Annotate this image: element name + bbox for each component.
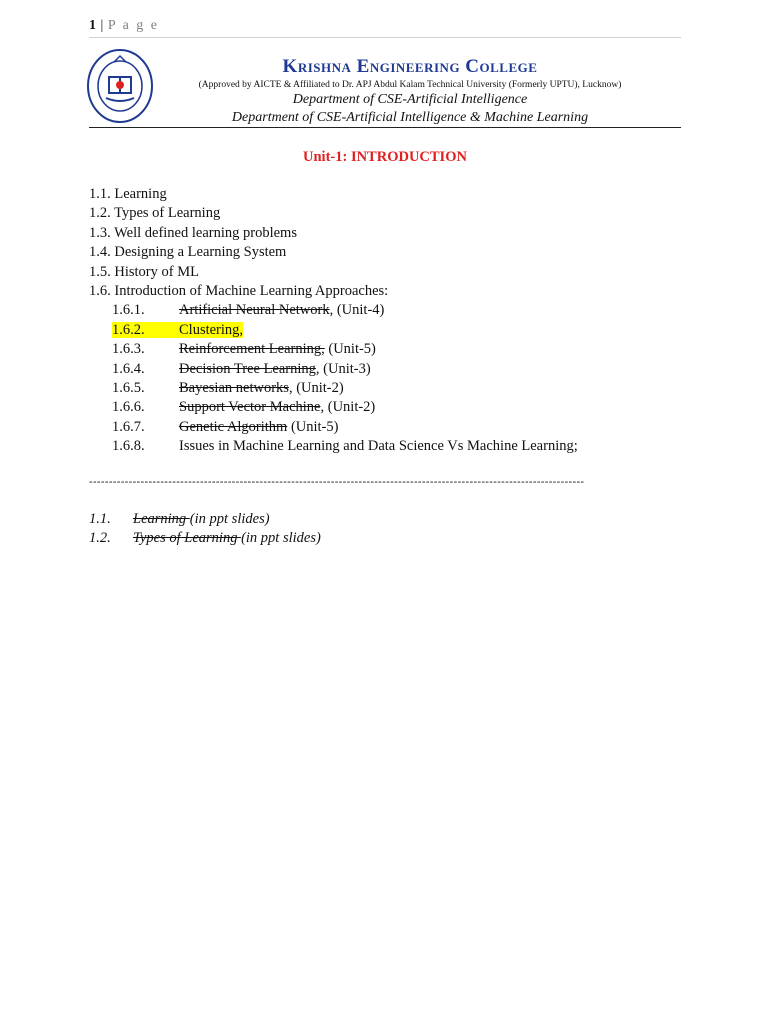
slides-item-number: 1.2. [89,530,111,546]
toc-item: 1.5. History of ML [89,263,199,280]
slides-item-label: Types of Learning [133,530,242,546]
college-name: Krishna Engineering College [282,56,538,77]
subitem-unit: (Unit-5) [324,341,376,358]
subitem-label: Clustering, [179,321,244,338]
slides-item-note: (in ppt slides) [241,530,321,546]
college-approval: (Approved by AICTE & Affiliated to Dr. APJ Abdul Kalam Technical University (Formerly UPTU), Lucknow) [198,80,622,90]
subitem-unit: , (Unit-3) [315,360,371,377]
toc-item: 1.1. Learning [89,186,167,202]
subitem-number: 1.6.5. [112,380,145,397]
subitem-number: 1.6.6. [112,399,145,416]
subitem-label: Genetic Algorithm [179,418,288,435]
subitem-label: Bayesian networks [179,380,289,397]
toc-item: 1.3. Well defined learning problems [89,224,297,241]
page-word: P a g e [107,18,160,33]
table-of-contents [89,185,578,457]
college-header [150,56,670,126]
subitem-unit: (Unit-5) [287,418,339,435]
toc-item: 1.4. Designing a Learning System [89,244,287,261]
toc-item: 1.2. Types of Learning [89,205,221,222]
slides-list [89,510,321,548]
toc-subitem [89,379,578,398]
header-rule [89,127,681,128]
toc-subitem [89,437,578,456]
toc-subitem [89,418,578,437]
page-number-separator: | [100,18,104,33]
header-top-rule [89,37,681,38]
subitem-unit: , (Unit-2) [320,399,376,416]
page-number [89,18,159,34]
page-number-value: 1 [89,18,97,33]
subitem-label: Issues in Machine Learning and Data Science Vs Machine Learning; [179,438,578,455]
college-logo [86,48,154,124]
toc-subitem [89,360,578,379]
toc-subitem [89,301,578,320]
department-line-2: Department of CSE-Artificial Intelligence & Machine Learning [231,110,589,125]
toc-subitem [89,398,578,417]
slides-item [89,529,321,548]
slides-item-label: Learning [133,511,190,527]
slides-item-note: (in ppt slides) [189,511,270,527]
subitem-label: Support Vector Machine [179,399,321,416]
subitem-label: Decision Tree Learning [179,360,316,377]
subitem-label: Reinforcement Learning, [179,341,325,358]
section-divider: ----------------------------------------------------------------------------------------------------------------------------- [89,476,585,488]
subitem-number: 1.6.8. [112,438,145,455]
unit-title: Unit-1: INTRODUCTION [303,149,467,165]
slides-item-number: 1.1. [89,511,111,527]
subitem-number: 1.6.7. [112,418,145,435]
subitem-number: 1.6.4. [112,360,145,377]
subitem-number: 1.6.2. [112,321,145,338]
department-line-1: Department of CSE-Artificial Intelligence [292,92,528,107]
subitem-unit: , (Unit-4) [329,302,385,319]
toc-subitem-highlighted [89,321,578,340]
slides-item [89,510,321,529]
toc-subitem [89,340,578,359]
subitem-number: 1.6.3. [112,341,145,358]
subitem-label: Artificial Neural Network [179,302,330,319]
toc-item: 1.6. Introduction of Machine Learning Approaches: [89,283,389,300]
subitem-unit: , (Unit-2) [288,380,344,397]
subitem-number: 1.6.1. [112,302,145,319]
